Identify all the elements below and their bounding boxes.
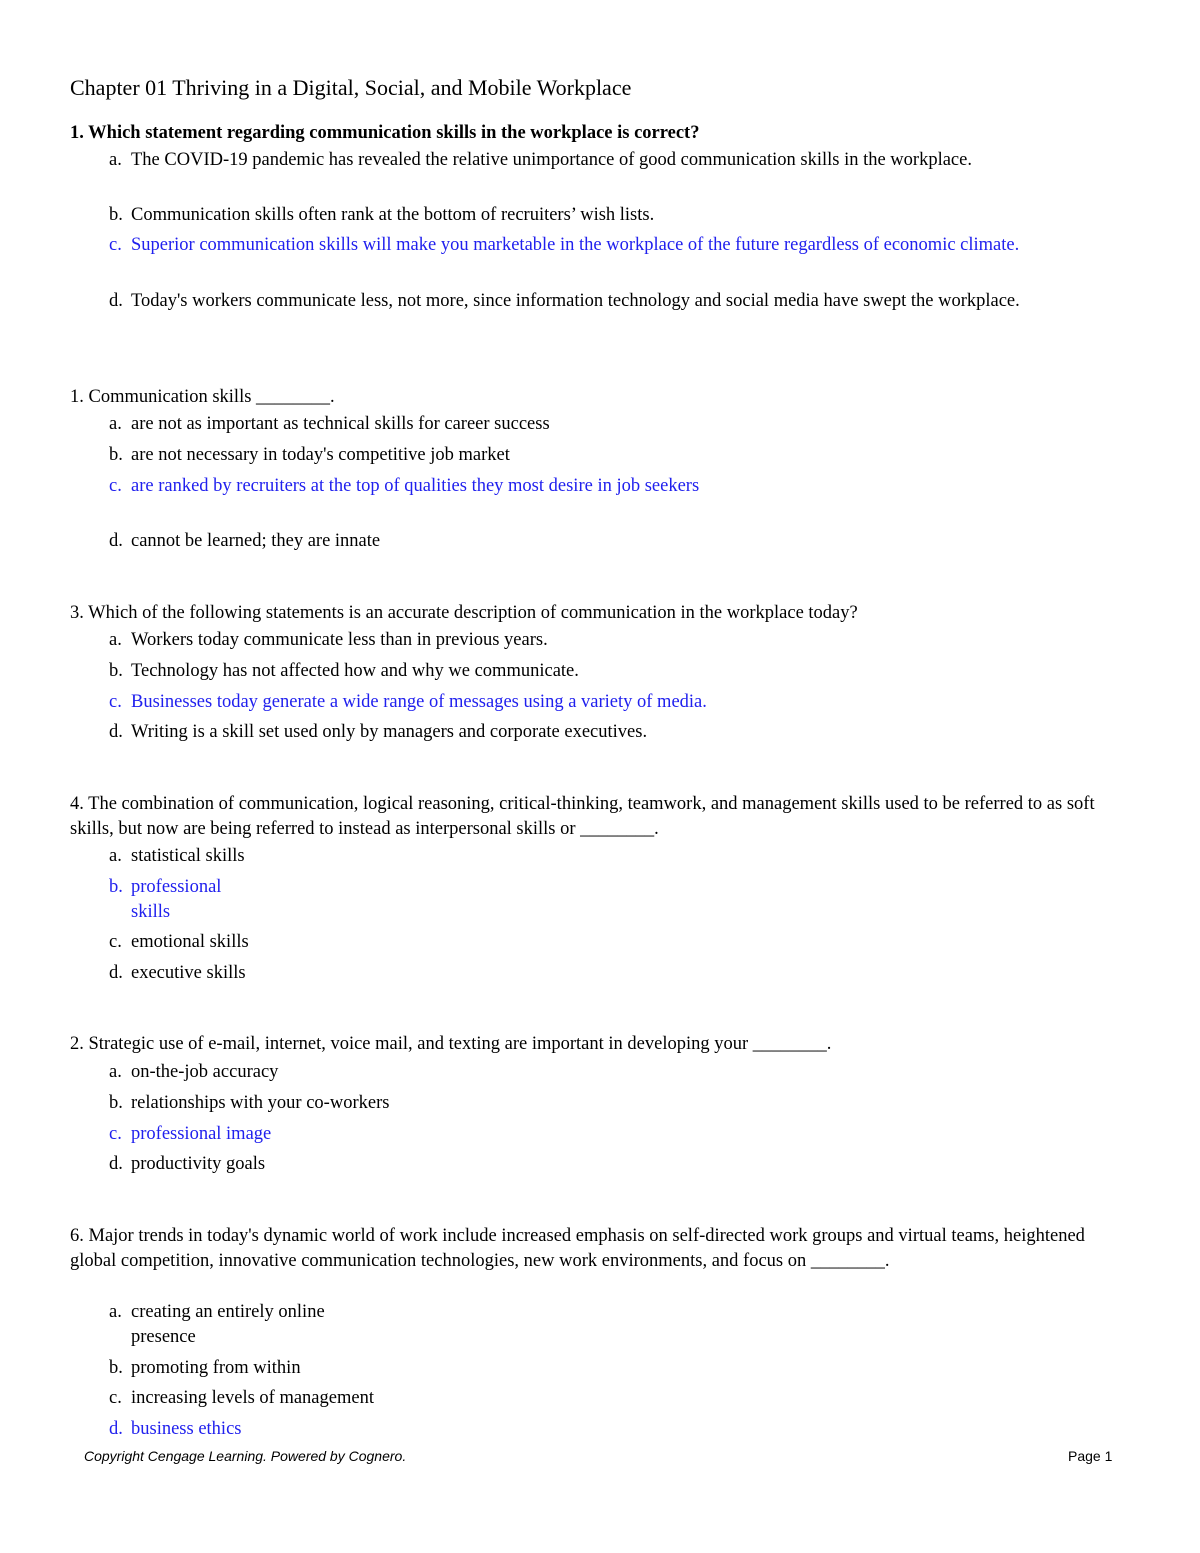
- option-b-correct: b. professional skills: [109, 877, 222, 922]
- option-a: a. Workers today communicate less than in previous years.: [109, 630, 548, 650]
- option-a: a. are not as important as technical skills for career success: [109, 414, 550, 434]
- option-b: b. Communication skills often rank at the bottom of recruiters’ wish lists.: [109, 205, 655, 225]
- option-b: b. relationships with your co-workers: [109, 1093, 390, 1113]
- option-c-correct: c. are ranked by recruiters at the top of qualities they most desire in job seekers: [109, 476, 700, 496]
- option-c-correct: c. Superior communication skills will make you marketable in the workplace of the future regardless of economic climate.: [109, 235, 1020, 255]
- option-c: c. emotional skills: [109, 932, 249, 952]
- question-prompt: 3. Which of the following statements is an accurate description of communication in the workplace today?: [70, 603, 858, 623]
- option-a: a. The COVID-19 pandemic has revealed the relative unimportance of good communication skills in the workplace.: [109, 150, 972, 170]
- question-prompt: 1. Communication skills ________.: [70, 387, 335, 407]
- question-prompt: 4. The combination of communication, logical reasoning, critical-thinking, teamwork, and management skills used to be referred to as soft skills, but now are being referred to instead as interpersonal skills or ________.: [70, 794, 1095, 839]
- footer-copyright: Copyright Cengage Learning. Powered by Cognero.: [84, 1448, 407, 1464]
- option-c-correct: c. professional image: [109, 1124, 272, 1144]
- option-d: d. Today's workers communicate less, not more, since information technology and social media have swept the workplace.: [109, 291, 1020, 311]
- question-prompt: 6. Major trends in today's dynamic world of work include increased emphasis on self-directed work groups and virtual teams, heightened global competition, innovative communication technologies, new work environments, and focus on ________.: [70, 1226, 1085, 1271]
- page-number: Page 1: [1068, 1448, 1113, 1464]
- option-d: d. Writing is a skill set used only by managers and corporate executives.: [109, 722, 648, 742]
- option-a: a. statistical skills: [109, 846, 245, 866]
- option-c: c. increasing levels of management: [109, 1388, 374, 1408]
- option-b: b. promoting from within: [109, 1358, 301, 1378]
- option-c-correct: c. Businesses today generate a wide range of messages using a variety of media.: [109, 692, 707, 712]
- option-b: b. Technology has not affected how and why we communicate.: [109, 661, 579, 681]
- option-a: a. creating an entirely online presence: [109, 1302, 325, 1347]
- option-a: a. on-the-job accuracy: [109, 1062, 279, 1082]
- option-d: d. cannot be learned; they are innate: [109, 531, 381, 551]
- question-prompt: 1. Which statement regarding communication skills in the workplace is correct?: [70, 123, 700, 143]
- option-d-correct: d. business ethics: [109, 1419, 242, 1439]
- chapter-title: Chapter 01 Thriving in a Digital, Social, and Mobile Workplace: [70, 75, 632, 100]
- option-d: d. productivity goals: [109, 1154, 266, 1174]
- option-d: d. executive skills: [109, 963, 246, 983]
- question-prompt: 2. Strategic use of e-mail, internet, voice mail, and texting are important in developing your ________.: [70, 1034, 832, 1054]
- option-b: b. are not necessary in today's competitive job market: [109, 445, 510, 465]
